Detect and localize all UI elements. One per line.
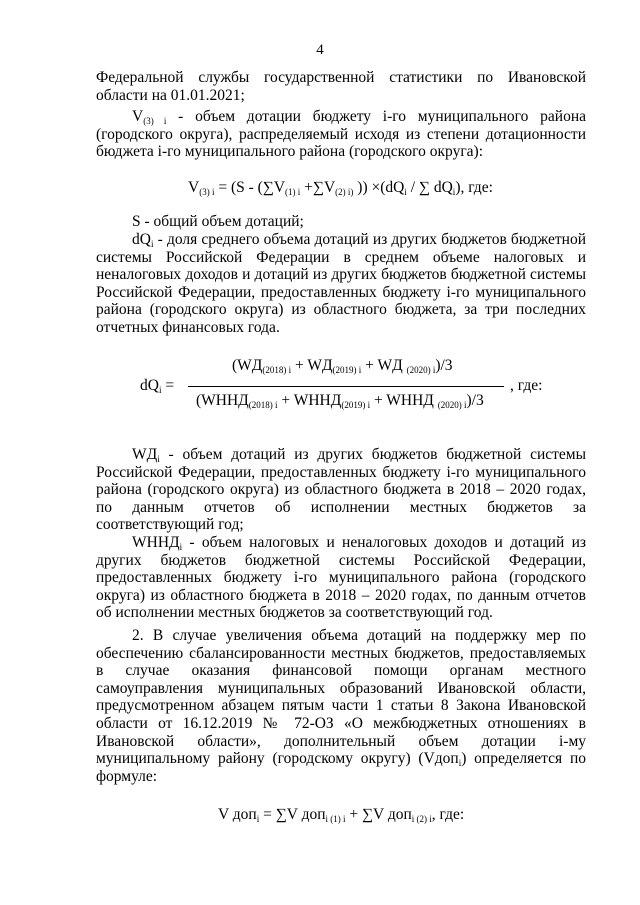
dq-symbol: dQ <box>132 231 151 248</box>
formula-dq-lhs <box>140 377 174 395</box>
dq-subscript: i <box>150 239 154 249</box>
formula-dq-part: )/3 <box>435 357 453 374</box>
formula-vdop-sub: i (2) i <box>411 814 432 824</box>
paragraph-dq-definition <box>96 231 586 337</box>
formula-v3-part: = (S - (∑V <box>214 179 286 196</box>
formula-dq-sub: (2018) i <box>248 400 278 410</box>
formula-dq-numerator <box>232 357 453 375</box>
formula-vdop <box>218 806 464 824</box>
formula-v3-part: / ∑ dQ <box>406 179 453 196</box>
formula-v3-part: ), где: <box>455 179 493 196</box>
formula-dq-sub: (2019) i <box>332 365 362 375</box>
formula-dq-sub: (2020) i <box>406 365 436 375</box>
formula-dq-denominator <box>196 392 484 410</box>
v3-subscript: (3) i <box>143 116 167 126</box>
formula-dq-part: + WННД <box>370 392 438 409</box>
formula-v3-sub: (3) i <box>199 187 215 197</box>
paragraph-s-definition: S - общий объем дотаций; <box>132 213 304 230</box>
paragraph-wnnd-definition <box>96 534 586 622</box>
formula-dq-sub: (2018) i <box>262 365 292 375</box>
formula-v3-part: +∑V <box>300 179 336 196</box>
wnnd-text: - объем налоговых и неналоговых доходов и дотаций из других бюджетов бюджетной системы Российской Федерации, предоставленных бюджету i-го муниципального района (городского округа) из областного бюджета в 2018 – 2020 годах, по данным отчетов об исполнении местных бюджетов за соответствующий год. <box>96 534 586 622</box>
paragraph-continuation: Федеральной службы государственной статистики по Ивановской области на 01.01.2021; <box>96 69 586 104</box>
formula-dq-sub: i <box>158 385 162 395</box>
formula-v3-part: )) ×(dQ <box>353 179 405 196</box>
wnnd-subscript: i <box>179 542 183 552</box>
formula-v3-sub: (2) i) <box>335 187 354 197</box>
paragraph-wd-definition <box>96 446 586 534</box>
formula-v3-sub: (1) i <box>285 187 301 197</box>
fraction-line <box>188 386 504 387</box>
section-2-text: 2. В случае увеличения объема дотаций на поддержку мер по обеспечению сбалансированности местных бюджетов, предоставляемых в случае оказания финансовой помощи органам местного самоуправления муниципальных образований Ивановской области, предусмотренном абзацем пятым части 1 статьи 8 Закона Ивановской области от 16.12.2019 № 72-ОЗ «О межбюджетных отношениях в Ивановской области», дополнительный объем дотации i-му муниципальному району (городскому округу) (Vдоп <box>96 627 586 768</box>
formula-dq-part: + WННД <box>277 392 342 409</box>
formula-v3 <box>188 179 493 197</box>
page-number: 4 <box>316 42 324 58</box>
formula-dq-part: + WД <box>291 357 333 374</box>
formula-dq-part: (WННД <box>196 392 249 409</box>
formula-dq-sub: (2020) i <box>437 400 467 410</box>
v3-text: - объем дотации бюджету i-го муниципального района (городского округа), распределяемый исходя из степени дотационности бюджета i-го муниципального района (городского округа): <box>96 108 587 161</box>
formula-dq-part: (WД <box>232 357 263 374</box>
wd-text: - объем дотаций из других бюджетов бюджетной системы Российской Федерации, предоставленных бюджету i-го муниципального района (городского округа) из областного бюджета в 2018 – 2020 годах, по данным отчетов об исполнении местных бюджетов за соответствующий год; <box>96 446 586 534</box>
wd-symbol: WД <box>132 446 158 463</box>
formula-dq-part: + WД <box>361 357 407 374</box>
paragraph-v3-definition <box>96 108 586 161</box>
formula-vdop-sub: i (1) i <box>325 814 346 824</box>
v3-symbol: V <box>132 108 144 125</box>
wd-subscript: i <box>157 454 160 464</box>
vdop-subscript: i <box>458 758 462 769</box>
formula-v3-part: V <box>188 179 200 196</box>
formula-v3-sub: i <box>404 187 407 197</box>
formula-dq-part: = <box>161 377 175 394</box>
formula-dq-part: dQ <box>140 377 159 394</box>
section-2-text-end: ) определяется по формуле: <box>96 750 586 785</box>
formula-v3-sub: i <box>452 187 456 197</box>
formula-vdop-part: V доп <box>218 806 257 823</box>
formula-vdop-part: + ∑V доп <box>345 806 412 823</box>
paragraph-section-2 <box>96 627 586 785</box>
formula-vdop-sub: i <box>256 814 260 824</box>
formula-vdop-part: = ∑V доп <box>259 806 326 823</box>
wnnd-symbol: WННД <box>132 534 180 551</box>
formula-dq-tail: , где: <box>510 377 543 394</box>
formula-dq-part: )/3 <box>466 392 484 409</box>
formula-dq-sub: (2019) i <box>341 400 371 410</box>
dq-text: - доля среднего объема дотаций из других бюджетов бюджетной системы Российской Федерации в среднем объеме налоговых и неналоговых доходов и дотаций из других бюджетов бюджетной системы Российской Федерации, предоставленных бюджету i-го муниципального района (городского округа) из областного бюджета, за три последних отчетных финансовых года. <box>96 231 586 336</box>
formula-vdop-part: , где: <box>431 806 465 823</box>
